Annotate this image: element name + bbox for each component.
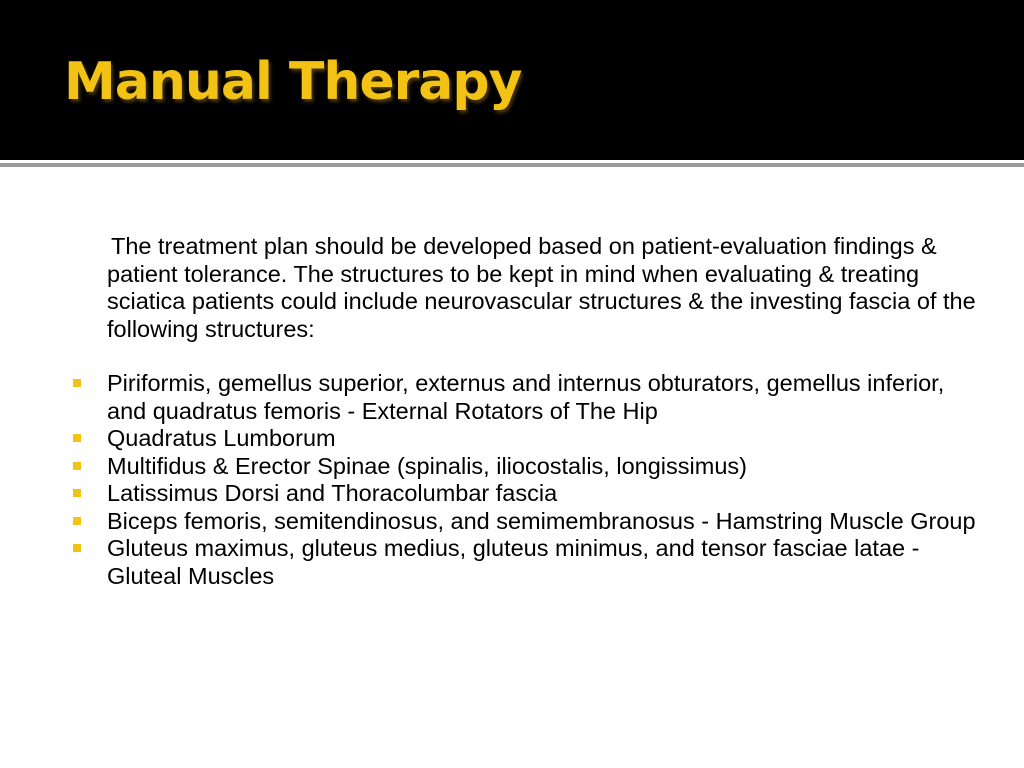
intro-paragraph: The treatment plan should be developed based on patient-evaluation findings & patient tolerance. The structures to be kept in mind when evaluating & treating sciatica patients could include neurovascular structures & the investing fascia of the following structures: <box>107 233 976 342</box>
list-item-text: Piriformis, gemellus superior, externus and internus obturators, gemellus inferior, and quadratus femoris - External Rotators of The Hip <box>107 370 945 424</box>
list-item <box>107 453 987 481</box>
list-item-text: Multifidus & Erector Spinae (spinalis, iliocostalis, longissimus) <box>107 452 747 479</box>
square-bullet-icon <box>73 517 81 525</box>
square-bullet-icon <box>73 489 81 497</box>
list-item-text: Gluteus maximus, gluteus medius, gluteus minimus, and tensor fasciae latae - Gluteal Muscles <box>107 535 920 589</box>
list-item-text: Quadratus Lumborum <box>107 425 336 451</box>
title-band <box>0 0 1024 160</box>
square-bullet-icon <box>73 379 81 387</box>
square-bullet-icon <box>73 462 81 470</box>
list-item-text: Biceps femoris, semitendinosus, and semimembranosus - Hamstring Muscle Group <box>107 507 976 534</box>
slide-body <box>107 233 987 590</box>
title-divider <box>0 163 1024 167</box>
square-bullet-icon <box>73 434 81 442</box>
list-item <box>107 508 987 536</box>
list-item <box>107 370 987 425</box>
list-item <box>107 480 987 508</box>
list-item <box>107 535 987 590</box>
square-bullet-icon <box>73 544 81 552</box>
list-item-text: Latissimus Dorsi and Thoracolumbar fascia <box>107 480 558 506</box>
slide-title: Manual Therapy <box>64 52 522 112</box>
list-item <box>107 425 987 453</box>
structure-list <box>107 370 987 590</box>
